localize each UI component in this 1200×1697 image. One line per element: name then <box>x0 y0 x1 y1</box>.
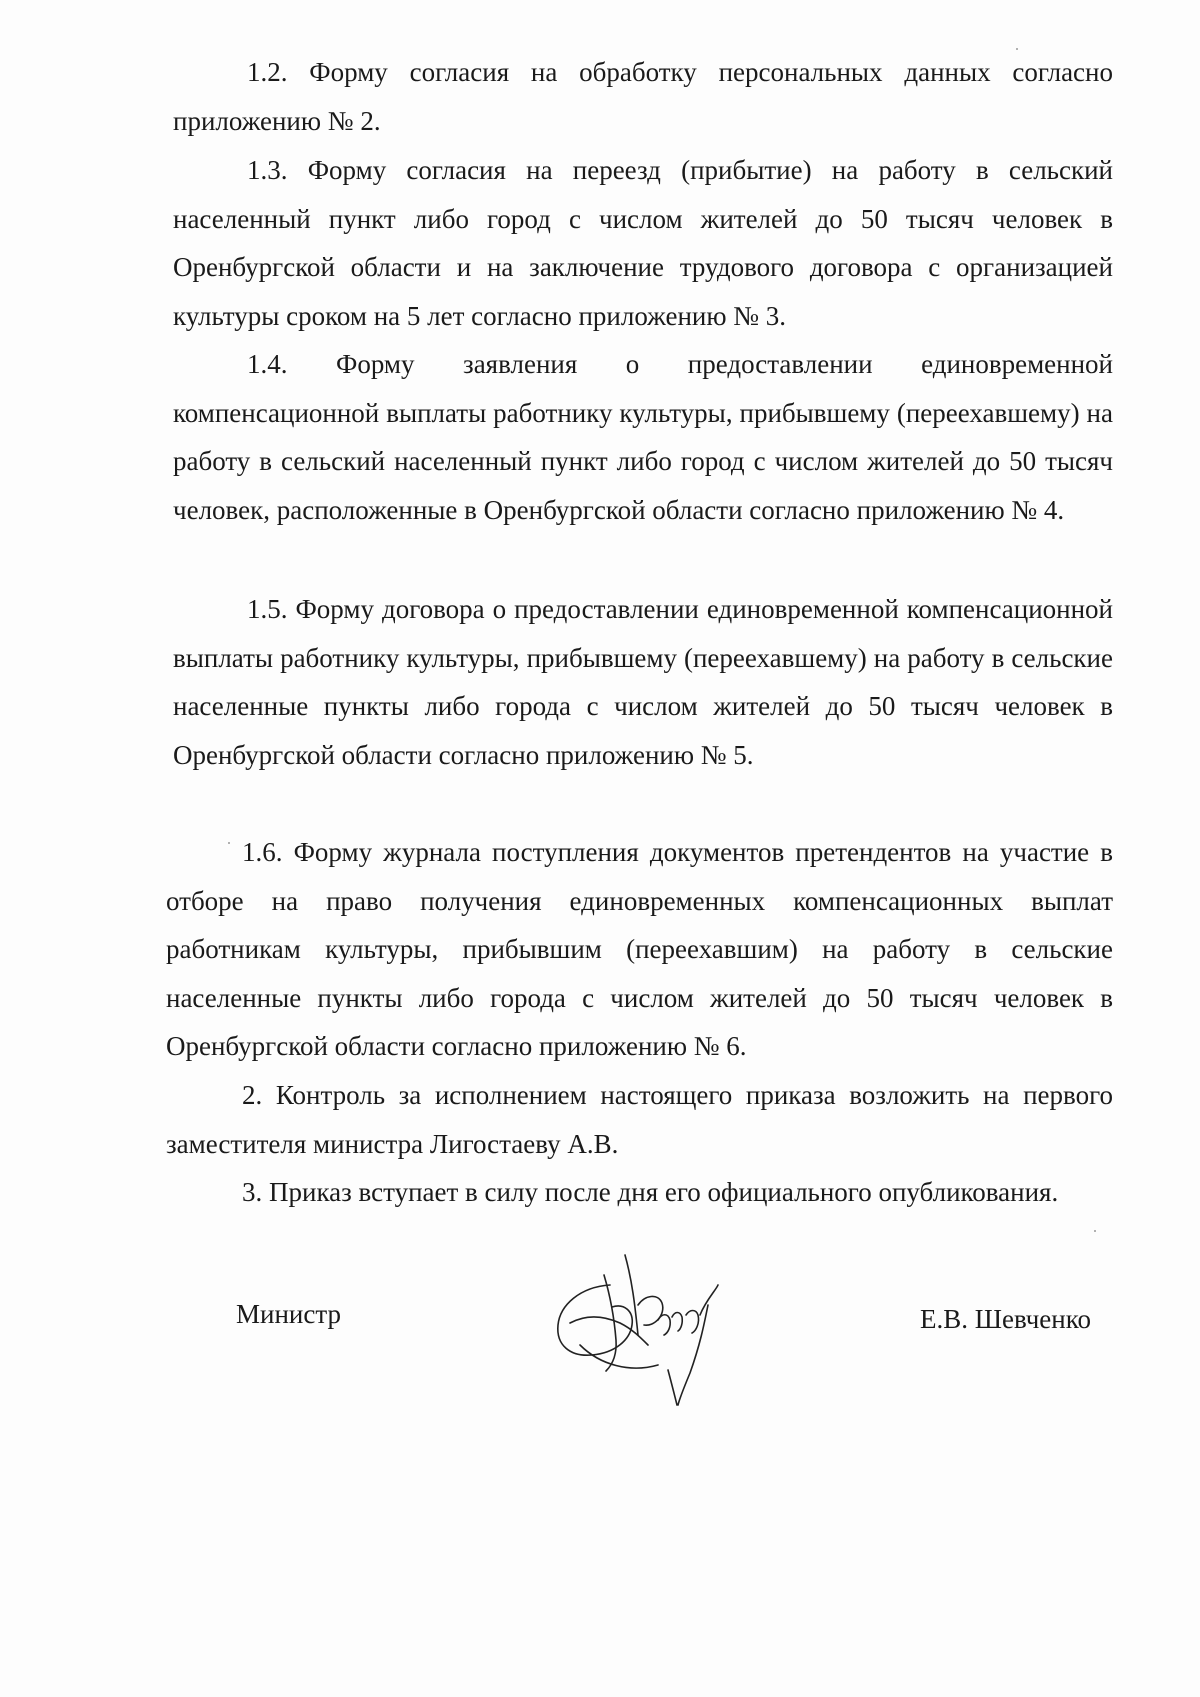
paragraph-3: 3. Приказ вступает в силу после дня его официального опубликования. <box>242 1177 1059 1207</box>
scan-speck <box>1016 48 1018 50</box>
paragraph-1-6: 1.6. Форму журнала поступления документов претендентов на участие в отборе на право получения единовременных компенсационных выплат работникам культуры, прибывшим (переехавшим) на работу в сельские населенные пункты либо города с числом жителей до 50 тысяч человек в Оренбургской области согласно приложению № 6. <box>166 837 1113 1061</box>
scan-speck <box>1094 1230 1096 1232</box>
paragraph-1-5: 1.5. Форму договора о предоставлении единовременной компенсационной выплаты работнику культуры, прибывшему (переехавшему) на работу в сельские населенные пункты либо города с числом жителей до 50 тысяч человек в Оренбургской области согласно приложению № 5. <box>173 594 1113 770</box>
handwritten-signature <box>540 1245 780 1415</box>
signatory-name: Е.В. Шевченко <box>920 1304 1091 1334</box>
scan-speck <box>228 842 230 844</box>
paragraph-1-2: 1.2. Форму согласия на обработку персональных данных согласно приложению № 2. <box>173 57 1113 136</box>
paragraph-2: 2. Контроль за исполнением настоящего приказа возложить на первого заместителя министра Лигостаеву А.В. <box>166 1080 1113 1159</box>
paragraph-1-3: 1.3. Форму согласия на переезд (прибытие) на работу в сельский населенный пункт либо город с числом жителей до 50 тысяч человек в Оренбургской области и на заключение трудового договора с организацией культуры сроком на 5 лет согласно приложению № 3. <box>173 155 1113 331</box>
signatory-title: Министр <box>236 1299 341 1329</box>
paragraph-1-4: 1.4. Форму заявления о предоставлении единовременной компенсационной выплаты работнику культуры, прибывшему (переехавшему) на работу в сельский населенный пункт либо город с числом жителей до 50 тысяч человек, расположенные в Оренбургской области согласно приложению № 4. <box>173 349 1113 525</box>
